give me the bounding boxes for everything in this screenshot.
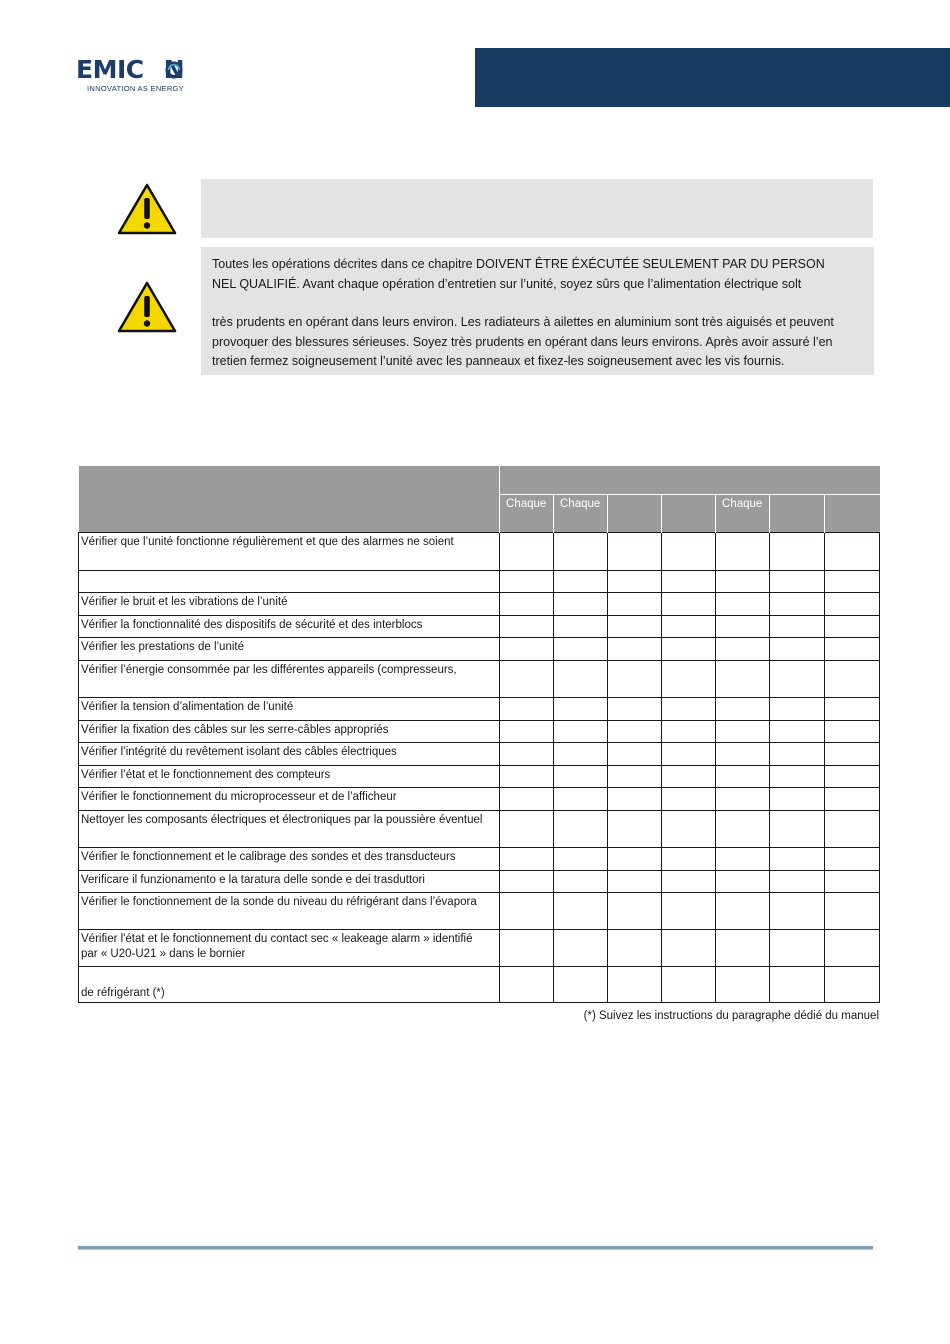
check-cell: [825, 871, 880, 893]
check-cell: [716, 638, 770, 661]
table-row: [79, 930, 880, 967]
warning-line: Toutes les opérations décrites dans ce chapitre DOIVENT ÊTRE ÉXÉCUTÉE SEULEMENT PAR DU PERSON: [212, 257, 825, 271]
frequency-column-header: [825, 495, 880, 533]
check-cell: [825, 661, 880, 698]
check-cell: [554, 930, 608, 967]
check-cell: [554, 661, 608, 698]
check-cell: [554, 571, 608, 593]
check-cell: [500, 811, 554, 848]
operation-cell: Vérifier l'état et le fonctionnement du contact sec « leakeage alarm » identifié par « U20-U21 » dans le bornier: [79, 930, 500, 967]
check-cell: [500, 788, 554, 811]
check-cell: [500, 743, 554, 766]
operation-cell: Vérifier les prestations de l’unité: [79, 638, 500, 661]
emicon-logo: [76, 56, 206, 96]
check-cell: [770, 661, 825, 698]
table-row: [79, 848, 880, 871]
frequency-column-header: Chaque: [500, 495, 554, 533]
check-cell: [825, 593, 880, 616]
maintenance-table: [78, 466, 880, 1003]
frequency-column-header: [770, 495, 825, 533]
check-cell: [716, 893, 770, 930]
check-cell: [500, 638, 554, 661]
check-cell: [770, 616, 825, 638]
check-cell: [825, 533, 880, 571]
operation-cell: Vérifier la fixation des câbles sur les serre-câbles appropriés: [79, 721, 500, 743]
check-cell: [716, 743, 770, 766]
check-cell: [500, 871, 554, 893]
check-cell: [716, 930, 770, 967]
operation-header: [79, 466, 500, 533]
check-cell: [770, 638, 825, 661]
check-cell: [825, 967, 880, 1003]
check-cell: [608, 571, 662, 593]
warning-triangle-icon: [117, 183, 177, 235]
check-cell: [825, 721, 880, 743]
frequency-column-header: Chaque: [554, 495, 608, 533]
logo-tagline: INNOVATION AS ENERGY: [87, 84, 184, 93]
operation-cell: de réfrigérant (*): [79, 967, 500, 1003]
check-cell: [554, 616, 608, 638]
table-row: [79, 616, 880, 638]
frequency-column-header: [662, 495, 716, 533]
table-footnote: (*) Suivez les instructions du paragraphe dédié du manuel: [583, 1010, 879, 1022]
table-row: [79, 661, 880, 698]
check-cell: [608, 533, 662, 571]
check-cell: [662, 661, 716, 698]
logo-ring-icon: [165, 61, 183, 79]
frequency-column-header: [608, 495, 662, 533]
operation-cell: Vérifier le fonctionnement de la sonde du niveau du réfrigérant dans l’évapora: [79, 893, 500, 930]
check-cell: [500, 616, 554, 638]
check-cell: [608, 638, 662, 661]
operation-cell: [79, 571, 500, 593]
check-cell: [554, 871, 608, 893]
check-cell: [716, 766, 770, 788]
check-cell: [608, 811, 662, 848]
warning-line: provoquer des blessures sérieuses. Soyez très prudents en opérant dans leurs environs. Après avoir assuré l’en: [212, 334, 833, 349]
check-cell: [608, 698, 662, 721]
check-cell: [554, 638, 608, 661]
table-row: [79, 893, 880, 930]
check-cell: [500, 533, 554, 571]
check-cell: [825, 766, 880, 788]
frequency-header: [500, 466, 880, 495]
check-cell: [825, 698, 880, 721]
check-cell: [716, 788, 770, 811]
table-row: [79, 967, 880, 1003]
check-cell: [662, 743, 716, 766]
check-cell: [825, 743, 880, 766]
check-cell: [608, 661, 662, 698]
check-cell: [716, 661, 770, 698]
check-cell: [662, 571, 716, 593]
operation-cell: Vérifier le fonctionnement et le calibrage des sondes et des transducteurs: [79, 848, 500, 871]
check-cell: [608, 967, 662, 1003]
logo-wordmark: EMIC N: [76, 55, 185, 84]
operation-cell: Vérifier le bruit et les vibrations de l’unité: [79, 593, 500, 616]
operation-cell: Vérifier la fonctionnalité des dispositifs de sécurité et des interblocs: [79, 616, 500, 638]
check-cell: [500, 721, 554, 743]
check-cell: [662, 593, 716, 616]
warning-text-box: [201, 247, 874, 375]
operation-cell: Vérifier la tension d’alimentation de l’unité: [79, 698, 500, 721]
warning-title-box: [201, 179, 873, 238]
check-cell: [500, 593, 554, 616]
check-cell: [716, 871, 770, 893]
check-cell: [770, 533, 825, 571]
table-row: [79, 871, 880, 893]
check-cell: [662, 967, 716, 1003]
check-cell: [716, 616, 770, 638]
check-cell: [554, 967, 608, 1003]
check-cell: [716, 721, 770, 743]
check-cell: [662, 893, 716, 930]
check-cell: [716, 571, 770, 593]
check-cell: [825, 893, 880, 930]
check-cell: [770, 788, 825, 811]
check-cell: [662, 616, 716, 638]
frequency-column-header: Chaque: [716, 495, 770, 533]
check-cell: [554, 743, 608, 766]
check-cell: [825, 848, 880, 871]
check-cell: [608, 871, 662, 893]
check-cell: [716, 811, 770, 848]
check-cell: [716, 533, 770, 571]
table-row: [79, 766, 880, 788]
check-cell: [608, 743, 662, 766]
check-cell: [554, 788, 608, 811]
operation-cell: Vérifier l’énergie consommée par les différentes appareils (compresseurs,: [79, 661, 500, 698]
check-cell: [716, 967, 770, 1003]
warning-line: très prudents en opérant dans leurs environ. Les radiateurs à ailettes en aluminium sont très aiguisés et peuvent: [212, 315, 834, 329]
table-row: [79, 721, 880, 743]
check-cell: [554, 893, 608, 930]
check-cell: [608, 930, 662, 967]
check-cell: [662, 698, 716, 721]
check-cell: [500, 848, 554, 871]
operation-cell: Vérifier que l’unité fonctionne régulièrement et que des alarmes ne soient: [79, 533, 500, 571]
check-cell: [716, 698, 770, 721]
check-cell: [608, 616, 662, 638]
check-cell: [608, 766, 662, 788]
check-cell: [662, 811, 716, 848]
check-cell: [825, 638, 880, 661]
check-cell: [716, 848, 770, 871]
check-cell: [770, 571, 825, 593]
check-cell: [554, 533, 608, 571]
check-cell: [770, 743, 825, 766]
check-cell: [770, 698, 825, 721]
table-row: [79, 571, 880, 593]
check-cell: [500, 661, 554, 698]
check-cell: [770, 766, 825, 788]
warning-triangle-icon: [117, 281, 177, 333]
check-cell: [608, 848, 662, 871]
check-cell: [500, 930, 554, 967]
operation-cell: Nettoyer les composants électriques et électroniques par la poussière éventuel: [79, 811, 500, 848]
table-row: [79, 533, 880, 571]
check-cell: [770, 930, 825, 967]
check-cell: [554, 848, 608, 871]
check-cell: [770, 848, 825, 871]
check-cell: [608, 593, 662, 616]
check-cell: [770, 893, 825, 930]
check-cell: [662, 766, 716, 788]
check-cell: [500, 967, 554, 1003]
check-cell: [662, 848, 716, 871]
operation-cell: Vérifier le fonctionnement du microprocesseur et de l’afficheur: [79, 788, 500, 811]
check-cell: [662, 721, 716, 743]
check-cell: [554, 698, 608, 721]
check-cell: [662, 638, 716, 661]
check-cell: [662, 871, 716, 893]
warning-line: tretien fermez soigneusement l’unité avec les panneaux et fixez-les soigneusement avec les vis fournis.: [212, 354, 785, 368]
check-cell: [500, 893, 554, 930]
check-cell: [554, 721, 608, 743]
check-cell: [770, 967, 825, 1003]
table-row: [79, 638, 880, 661]
check-cell: [554, 593, 608, 616]
check-cell: [770, 871, 825, 893]
check-cell: [825, 811, 880, 848]
footer-rule: [78, 1246, 873, 1250]
check-cell: [608, 788, 662, 811]
check-cell: [825, 616, 880, 638]
check-cell: [825, 930, 880, 967]
check-cell: [825, 571, 880, 593]
check-cell: [500, 571, 554, 593]
check-cell: [500, 698, 554, 721]
header-band: [475, 48, 950, 107]
check-cell: [608, 721, 662, 743]
operation-cell: Vérifier l’état et le fonctionnement des compteurs: [79, 766, 500, 788]
check-cell: [825, 788, 880, 811]
check-cell: [554, 811, 608, 848]
check-cell: [500, 766, 554, 788]
check-cell: [554, 766, 608, 788]
check-cell: [662, 533, 716, 571]
operation-cell: Verificare il funzionamento e la taratura delle sonde e dei trasduttori: [79, 871, 500, 893]
check-cell: [770, 811, 825, 848]
check-cell: [770, 721, 825, 743]
warning-line: NEL QUALIFIÉ. Avant chaque opération d’entretien sur l’unité, soyez sûrs que l’alimentation électrique solt: [212, 276, 802, 291]
check-cell: [662, 930, 716, 967]
table-row: [79, 811, 880, 848]
table-row: [79, 743, 880, 766]
check-cell: [662, 788, 716, 811]
check-cell: [716, 593, 770, 616]
check-cell: [770, 593, 825, 616]
table-row: [79, 788, 880, 811]
check-cell: [608, 893, 662, 930]
table-row: [79, 593, 880, 616]
operation-cell: Vérifier l’intégrité du revêtement isolant des câbles électriques: [79, 743, 500, 766]
table-row: [79, 698, 880, 721]
